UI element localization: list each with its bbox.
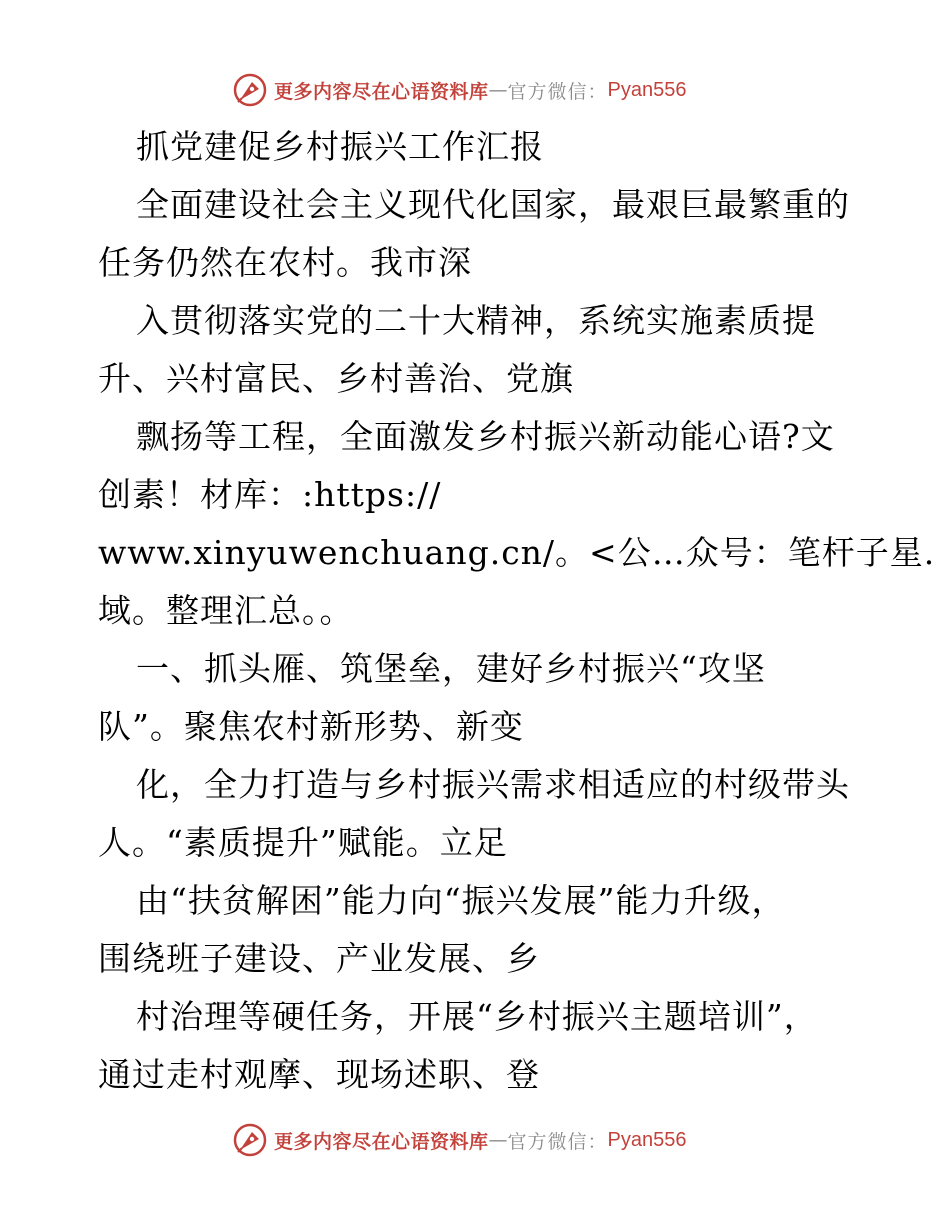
watermark-text: 更多内容尽在心语资料库 <box>274 1130 489 1153</box>
section-heading-line: 一、抓头雁、筑堡垒，建好乡村振兴“攻坚 <box>136 649 766 688</box>
watermark-official-label: 官方微信： <box>507 1130 608 1153</box>
footer-watermark <box>232 1120 687 1160</box>
paragraph-line: 入贯彻落实党的二十大精神，系统实施素质提 <box>136 301 816 340</box>
document-title: 抓党建促乡村振兴工作汇报 <box>136 127 544 166</box>
watermark-wechat-id: Pyan556 <box>607 78 687 101</box>
paragraph-line: 域。整理汇总。。 <box>98 591 354 630</box>
watermark-dash: — <box>488 79 508 101</box>
pen-nib-logo-icon <box>232 72 268 108</box>
header-watermark <box>232 70 687 110</box>
watermark-text: 更多内容尽在心语资料库 <box>274 80 489 103</box>
watermark-dash: — <box>488 1129 508 1151</box>
paragraph-line: 通过走村观摩、现场述职、登 <box>98 1055 540 1094</box>
paragraph-line: 由“扶贫解困”能力向“振兴发展”能力升级， <box>136 881 786 920</box>
paragraph-line: 任务仍然在农村。我市深 <box>98 243 472 282</box>
paragraph-line: 创素！材库：:https:// <box>98 475 442 514</box>
paragraph-line: 人。“素质提升”赋能。立足 <box>98 823 508 862</box>
paragraph-line: 队”。聚焦农村新形势、新变 <box>98 707 524 746</box>
paragraph-line: 全面建设社会主义现代化国家，最艰巨最繁重的 <box>136 185 850 224</box>
watermark-wechat-id: Pyan556 <box>607 1128 687 1151</box>
paragraph-line: 化，全力打造与乡村振兴需求相适应的村级带头 <box>136 765 850 804</box>
pen-nib-logo-icon <box>232 1122 268 1158</box>
paragraph-line: 围绕班子建设、产业发展、乡 <box>98 939 540 978</box>
paragraph-line: 升、兴村富民、乡村善治、党旗 <box>98 359 574 398</box>
watermark-official-label: 官方微信： <box>507 80 608 103</box>
paragraph-line: 村治理等硬任务，开展“乡村振兴主题培训”， <box>136 997 818 1036</box>
paragraph-line: www.xinyuwenchuang.cn/。<公…众号：笔杆子星. <box>98 533 936 572</box>
paragraph-line: 飘扬等工程，全面激发乡村振兴新动能心语?文 <box>136 417 835 456</box>
